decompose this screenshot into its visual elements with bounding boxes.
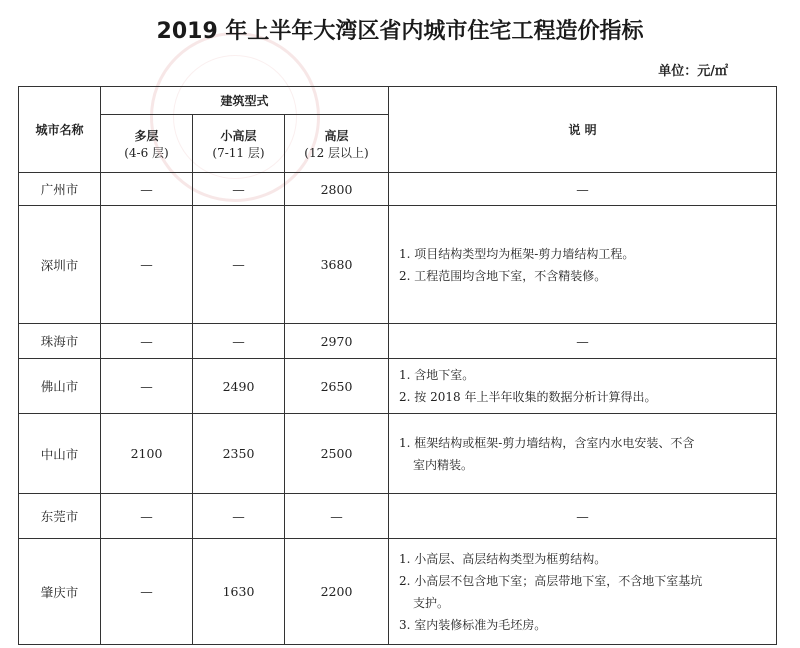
value-mid-rise: — [193, 206, 285, 324]
value-high-rise: 2650 [285, 359, 389, 414]
note-line: 2. 小高层不包含地下室；高层带地下室，不含地下室基坑 [399, 573, 703, 588]
value-mid-rise: — [193, 324, 285, 359]
note-line: 1. 框架结构或框架-剪力墙结构，含室内水电安装、不含 [399, 435, 695, 450]
note-line: 支护。 [413, 595, 450, 610]
note-line: 2. 工程范围均含地下室，不含精装修。 [399, 268, 607, 283]
city-name: 中山市 [19, 414, 101, 494]
table-row [19, 494, 777, 539]
value-multi-storey: — [101, 359, 193, 414]
city-name: 珠海市 [19, 324, 101, 359]
value-high-rise: 2500 [285, 414, 389, 494]
value-high-rise: 3680 [285, 206, 389, 324]
header-note: 说 明 [389, 87, 777, 173]
note-line: 1. 项目结构类型均为框架-剪力墙结构工程。 [399, 246, 635, 261]
value-high-rise: — [285, 494, 389, 539]
city-name: 肇庆市 [19, 539, 101, 645]
value-mid-rise: 2490 [193, 359, 285, 414]
table-row [19, 539, 777, 645]
header-building-type: 建筑型式 [101, 87, 389, 115]
header-mid-rise-range: (7-11 层) [212, 145, 265, 160]
note-cell [389, 414, 777, 494]
city-name: 佛山市 [19, 359, 101, 414]
note-line: 1. 含地下室。 [399, 368, 475, 382]
document-title: 2019 年上半年大湾区省内城市住宅工程造价指标 [156, 19, 644, 44]
note-line: 2. 按 2018 年上半年收集的数据分析计算得出。 [399, 390, 657, 404]
value-multi-storey: — [101, 173, 193, 206]
value-mid-rise: — [193, 494, 285, 539]
city-name: 广州市 [19, 173, 101, 206]
value-mid-rise: — [193, 173, 285, 206]
note-cell: — [389, 324, 777, 359]
table-row [19, 324, 777, 359]
city-name: 深圳市 [19, 206, 101, 324]
note-cell: — [389, 173, 777, 206]
note-line: 室内精装。 [413, 457, 474, 472]
table-row [19, 206, 777, 324]
header-multi-storey-range: (4-6 层) [124, 145, 169, 160]
table-row [19, 359, 777, 414]
value-mid-rise: 1630 [193, 539, 285, 645]
value-high-rise: 2800 [285, 173, 389, 206]
header-mid-rise [193, 115, 285, 173]
header-high-rise [285, 115, 389, 173]
header-high-rise-label: 高层 [324, 128, 349, 143]
unit-label: 单位：元/㎡ [658, 64, 728, 79]
value-multi-storey: — [101, 494, 193, 539]
city-name: 东莞市 [19, 494, 101, 539]
value-high-rise: 2970 [285, 324, 389, 359]
value-multi-storey: — [101, 206, 193, 324]
table-row [19, 173, 777, 206]
header-high-rise-range: (12 层以上) [304, 145, 369, 160]
note-cell [389, 539, 777, 645]
cost-index-table [18, 86, 777, 645]
value-multi-storey: — [101, 324, 193, 359]
note-line: 1. 小高层、高层结构类型为框剪结构。 [399, 551, 607, 566]
note-line: 3. 室内装修标准为毛坯房。 [399, 617, 547, 632]
header-mid-rise-label: 小高层 [220, 128, 257, 143]
note-cell [389, 206, 777, 324]
note-cell [389, 359, 777, 414]
header-row-1 [19, 87, 777, 115]
table-row [19, 414, 777, 494]
value-high-rise: 2200 [285, 539, 389, 645]
header-multi-storey [101, 115, 193, 173]
value-multi-storey: — [101, 539, 193, 645]
value-multi-storey: 2100 [101, 414, 193, 494]
note-cell: — [389, 494, 777, 539]
header-multi-storey-label: 多层 [134, 128, 159, 143]
value-mid-rise: 2350 [193, 414, 285, 494]
header-city: 城市名称 [19, 87, 101, 173]
